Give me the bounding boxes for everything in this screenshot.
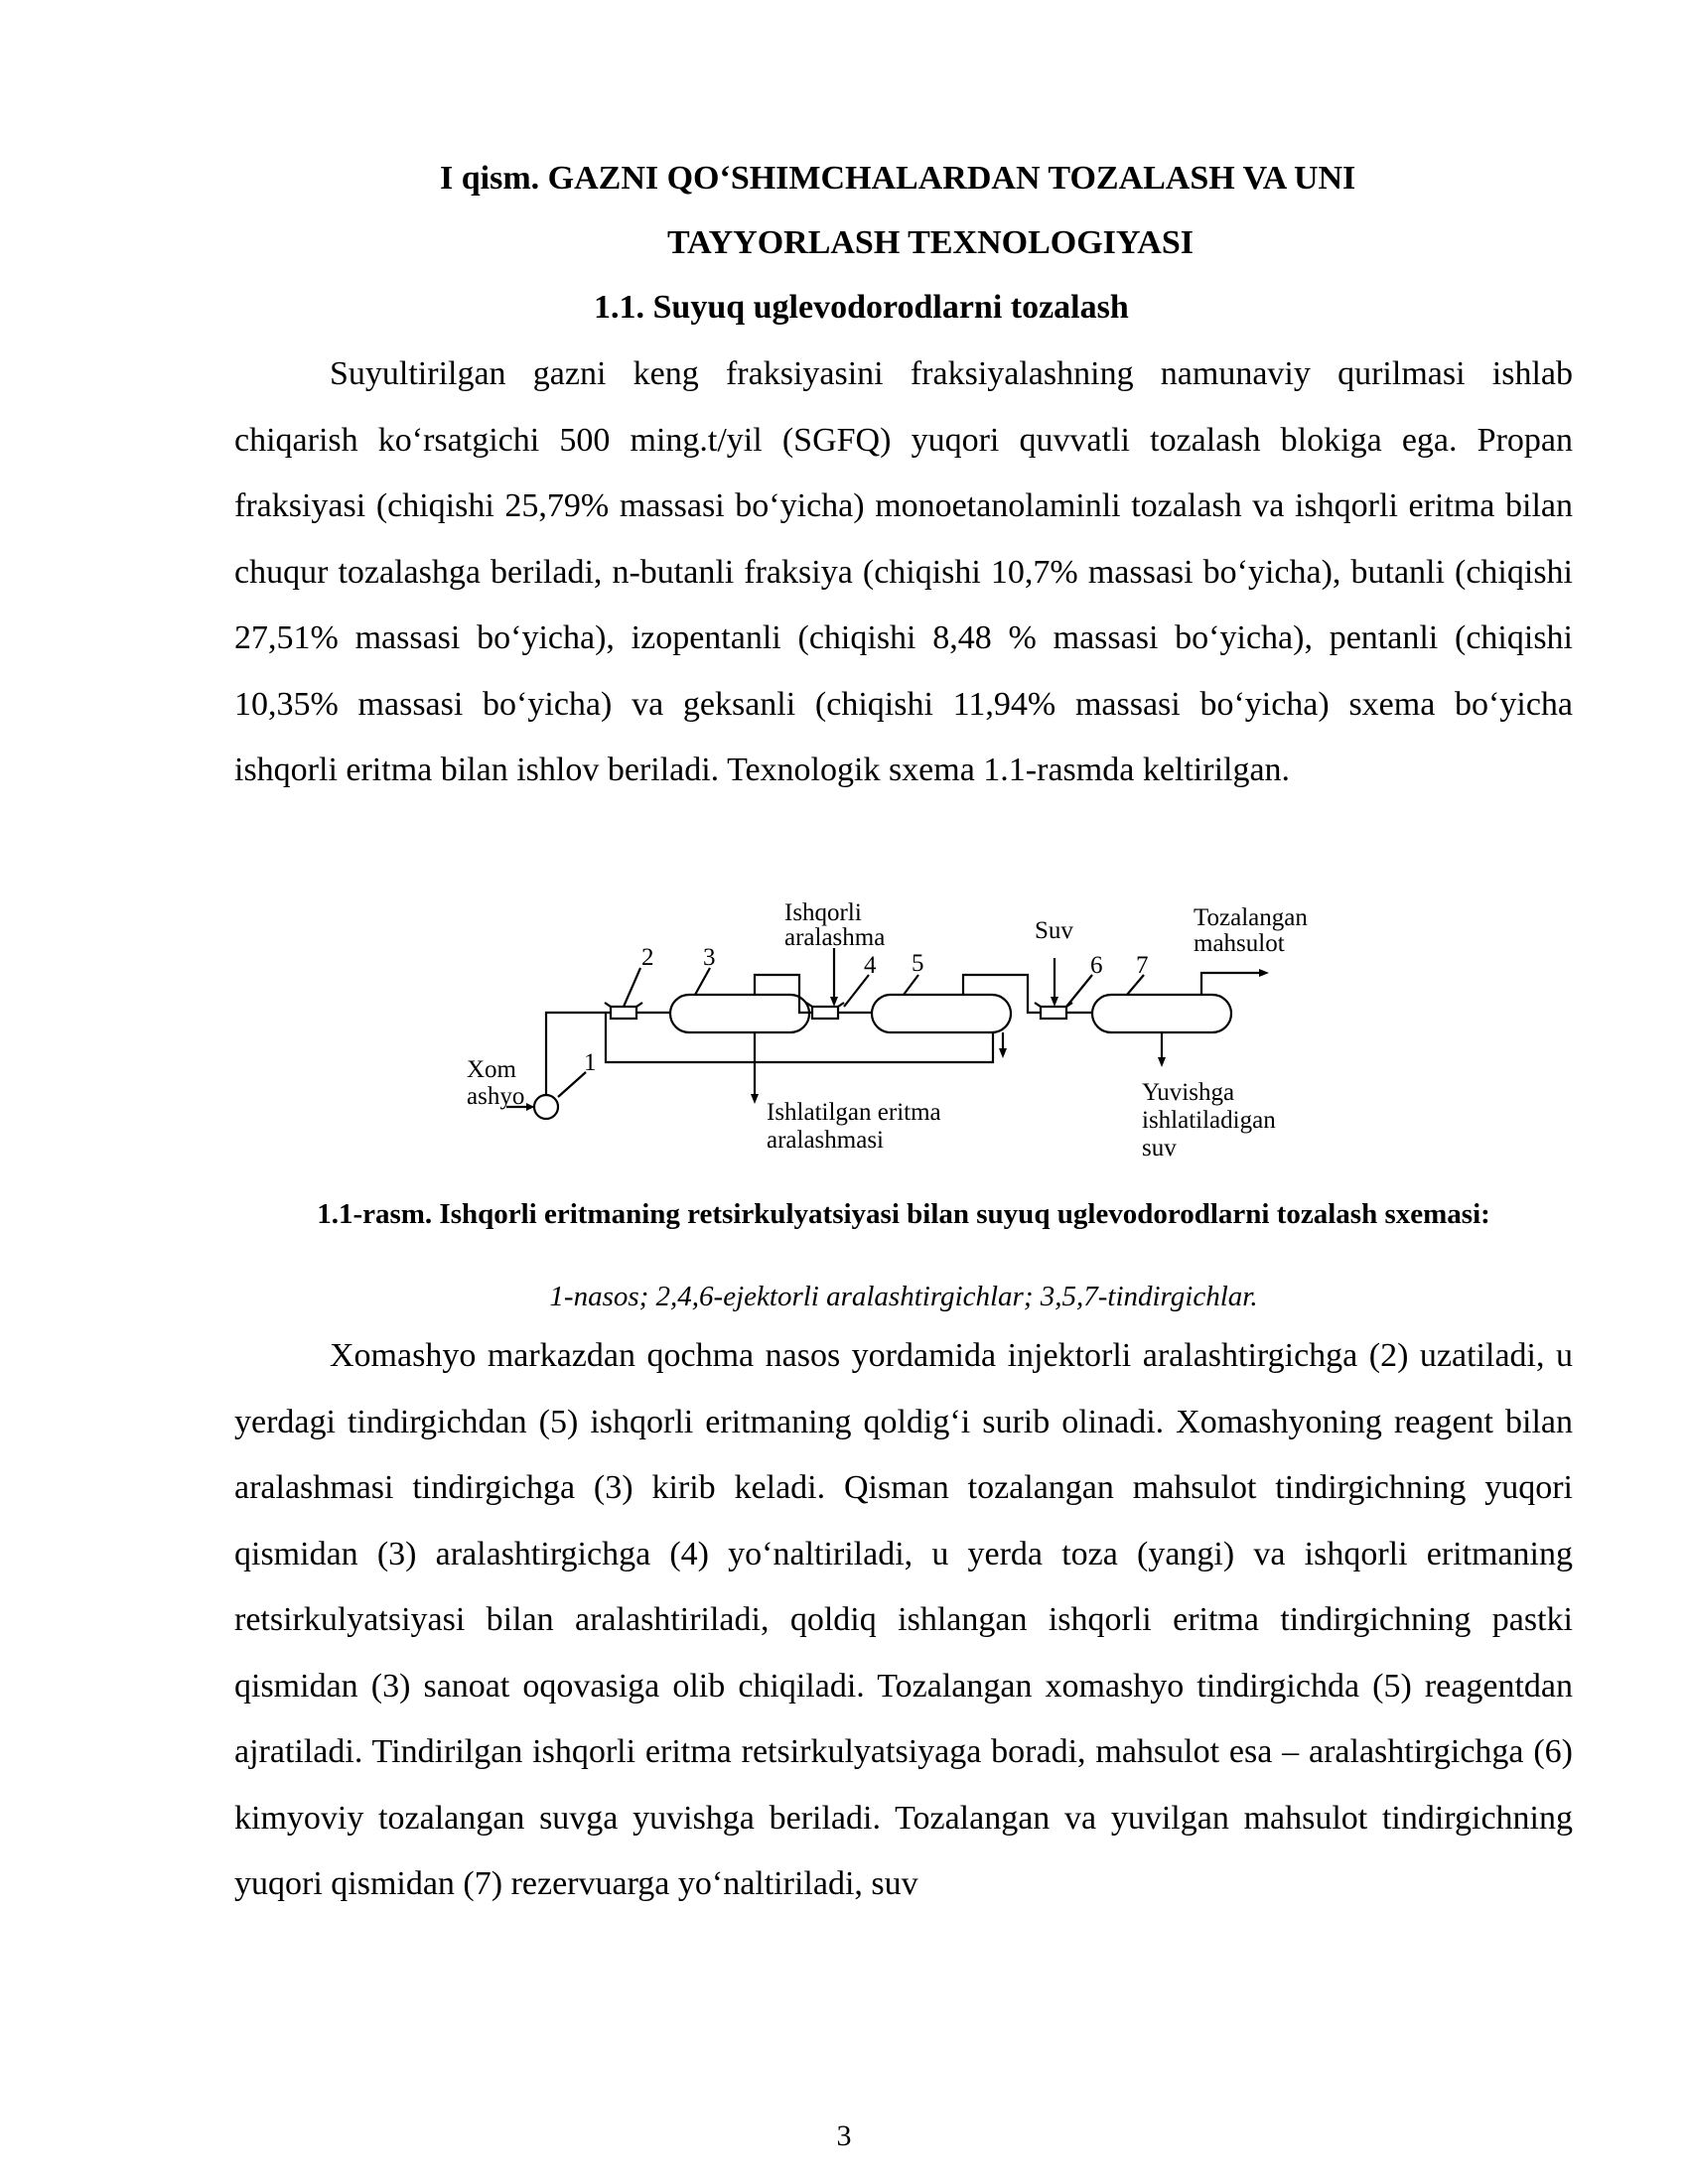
settler-3 [670, 995, 809, 1032]
label-suv-out: suv [1142, 1135, 1177, 1161]
label-num-1: 1 [584, 1049, 597, 1076]
label-num-2: 2 [641, 944, 654, 971]
label-num-7: 7 [1136, 952, 1149, 979]
mixer-2 [605, 968, 642, 1019]
label-suv-in: Suv [1035, 917, 1073, 944]
part-title-line-1: I qism. GAZNI QO‘SHIMCHALARDAN TOZALASH VA UNI [440, 160, 1356, 197]
figure-caption-title: 1.1-rasm. Ishqorli eritmaning retsirkulyatsiyasi bilan suyuq uglevodorodlarni tozalash sxemasi: [317, 1198, 1490, 1230]
product-out-pipe [1201, 973, 1261, 995]
technological-scheme-diagram [467, 893, 1331, 1191]
settler-7 [1092, 995, 1231, 1032]
paragraph-intro: Suyultirilgan gazni keng fraksiyasini fraksiyalashning namunaviy qurilmasi ishlab chiqarish ko‘rsatgichi 500 ming.t/yil (SGFQ) yuqori quvvatli tozalash blokiga ega. Propan fraksiyasi (chiqishi 25,79% massasi bo‘yicha) monoetanolaminli tozalash va ishqorli eritma bilan chuqur tozalashga beriladi, n-butanli fraksiya (chiqishi 10,7% massasi bo‘yicha), butanli (chiqishi 27,51% massasi bo‘yicha), izopentanli (chiqishi 8,48 % massasi bo‘yicha), pentanli (chiqishi 10,35% massasi bo‘yicha) va geksanli (chiqishi 11,94% massasi bo‘yicha) sxema bo‘yicha ishqorli eritma bilan ishlov beriladi. Texnologik sxema 1.1-rasmda keltirilgan. [234, 355, 1573, 788]
label-tozalangan: Tozalangan [1194, 904, 1308, 931]
paragraph-process-description: Xomashyo markazdan qochma nasos yordamida injektorli aralashtirgichga (2) uzatiladi, u yerdagi tindirgichdan (5) ishqorli eritmaning qoldig‘i surib olinadi. Xomashyoning reagent bilan aralashmasi tindirgichga (3) kirib keladi. Qisman tozalangan mahsulot tindirgichning yuqori qismidan (3) aralashtirgichga (4) yo‘naltiriladi, u yerda toza (yangi) va ishqorli eritmaning retsirkulyatsiyasi bilan aralashtiriladi, qoldiq ishlangan ishqorli eritma tindirgichning pastki qismidan (3) sanoat oqovasiga olib chiqiladi. Tozalangan xomashyo tindirgichda (5) reagentdan ajratiladi. Tindirilgan ishqorli eritma retsirkulyatsiyaga boradi, mahsulot esa – aralashtirgichga (6) kimyoviy tozalangan suvga yuvishga beriladi. Tozalangan va yuvilgan mahsulot tindirgichning yuqori qismidan (7) rezervuarga yo‘naltiriladi, suv [234, 1337, 1573, 1902]
label-aralashmasi: aralashmasi [767, 1127, 885, 1154]
label-ishlatilgan-eritma: Ishlatilgan eritma [767, 1099, 941, 1126]
label-ishlatiladigan: ishlatiladigan [1142, 1107, 1276, 1134]
label-num-5: 5 [912, 950, 924, 977]
label-mahsulot: mahsulot [1194, 930, 1285, 957]
page-number: 3 [836, 2119, 852, 2152]
label-yuvishga: Yuvishga [1142, 1079, 1235, 1106]
settler-5 [872, 995, 1011, 1032]
label-xom: Xom [467, 1056, 516, 1083]
part-title-line-2: TAYYORLASH TEXNOLOGIYASI [667, 224, 1195, 261]
label-num-4: 4 [864, 952, 877, 979]
label-aralashma: aralashma [784, 924, 886, 951]
feed-pipe [546, 1013, 611, 1095]
label-num-3: 3 [703, 944, 716, 971]
section-title: 1.1. Suyuq uglevodorodlarni tozalash [594, 289, 1129, 326]
label-ishqorli: Ishqorli [784, 899, 862, 926]
figure-caption-legend: 1-nasos; 2,4,6-ejektorli aralashtirgichlar; 3,5,7-tindirgichlar. [549, 1281, 1258, 1312]
label-ashyo: ashyo [467, 1083, 525, 1110]
label-num-6: 6 [1090, 952, 1103, 979]
